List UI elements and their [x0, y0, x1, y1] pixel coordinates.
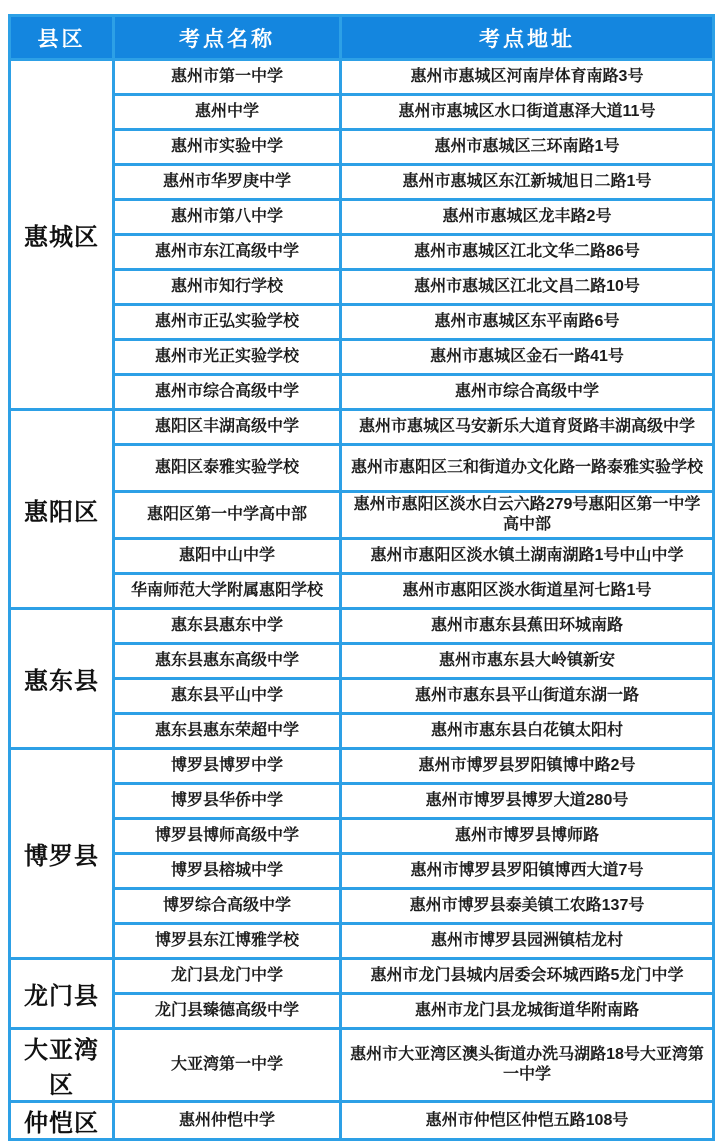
site-name-cell: 博罗综合高级中学	[114, 889, 341, 924]
site-address-cell: 惠州市博罗县泰美镇工农路137号	[341, 889, 714, 924]
site-row	[10, 924, 714, 959]
site-name-cell: 惠东县惠东高级中学	[114, 644, 341, 679]
site-address-cell: 惠州市惠东县平山街道东湖一路	[341, 679, 714, 714]
site-address-cell: 惠州市惠东县白花镇太阳村	[341, 714, 714, 749]
site-name-cell: 龙门县龙门中学	[114, 959, 341, 994]
site-address-cell: 惠州市博罗县罗阳镇博中路2号	[341, 749, 714, 784]
site-address-cell: 惠州市惠城区江北文昌二路10号	[341, 270, 714, 305]
site-name-cell: 博罗县博罗中学	[114, 749, 341, 784]
site-row	[10, 445, 714, 492]
site-name-cell: 惠东县平山中学	[114, 679, 341, 714]
site-address-cell: 惠州市惠阳区三和街道办文化路一路泰雅实验学校	[341, 445, 714, 492]
site-row	[10, 130, 714, 165]
district-cell: 博罗县	[10, 749, 114, 959]
site-row	[10, 270, 714, 305]
site-name-cell: 惠东县惠东中学	[114, 609, 341, 644]
site-row	[10, 165, 714, 200]
site-name-cell: 博罗县榕城中学	[114, 854, 341, 889]
site-row	[10, 609, 714, 644]
site-row	[10, 492, 714, 539]
site-address-cell: 惠州市惠阳区淡水镇土湖南湖路1号中山中学	[341, 539, 714, 574]
district-cell: 惠城区	[10, 60, 114, 410]
header-cell-district: 县区	[10, 16, 114, 60]
site-address-cell: 惠州市综合高级中学	[341, 375, 714, 410]
site-name-cell: 惠州市第一中学	[114, 60, 341, 95]
site-name-cell: 华南师范大学附属惠阳学校	[114, 574, 341, 609]
district-cell: 大亚湾区	[10, 1029, 114, 1102]
site-address-cell: 惠州市惠东县大岭镇新安	[341, 644, 714, 679]
site-name-cell: 惠州市综合高级中学	[114, 375, 341, 410]
site-row	[10, 994, 714, 1029]
site-address-cell: 惠州市惠阳区淡水街道星河七路1号	[341, 574, 714, 609]
site-row	[10, 889, 714, 924]
district-cell: 惠东县	[10, 609, 114, 749]
site-name-cell: 惠阳区泰雅实验学校	[114, 445, 341, 492]
site-address-cell: 惠州市仲恺区仲恺五路108号	[341, 1102, 714, 1140]
site-row	[10, 574, 714, 609]
site-row	[10, 375, 714, 410]
site-row	[10, 60, 714, 95]
site-name-cell: 惠州市知行学校	[114, 270, 341, 305]
site-row	[10, 235, 714, 270]
site-address-cell: 惠州市惠城区金石一路41号	[341, 340, 714, 375]
site-row	[10, 784, 714, 819]
site-name-cell: 惠阳区丰湖高级中学	[114, 410, 341, 445]
site-row	[10, 1029, 714, 1102]
site-address-cell: 惠州市惠城区水口街道惠泽大道11号	[341, 95, 714, 130]
site-name-cell: 惠州市实验中学	[114, 130, 341, 165]
site-row	[10, 95, 714, 130]
site-name-cell: 惠州中学	[114, 95, 341, 130]
site-name-cell: 大亚湾第一中学	[114, 1029, 341, 1102]
site-row	[10, 644, 714, 679]
site-address-cell: 惠州市博罗县博罗大道280号	[341, 784, 714, 819]
site-address-cell: 惠州市博罗县园洲镇桔龙村	[341, 924, 714, 959]
site-address-cell: 惠州市惠城区马安新乐大道育贤路丰湖高级中学	[341, 410, 714, 445]
site-name-cell: 龙门县臻德高级中学	[114, 994, 341, 1029]
district-cell: 仲恺区	[10, 1102, 114, 1140]
site-row	[10, 854, 714, 889]
site-name-cell: 惠州市华罗庚中学	[114, 165, 341, 200]
header-cell-site-address: 考点地址	[341, 16, 714, 60]
site-row	[10, 679, 714, 714]
site-name-cell: 惠阳区第一中学高中部	[114, 492, 341, 539]
site-address-cell: 惠州市博罗县博师路	[341, 819, 714, 854]
site-address-cell: 惠州市惠城区江北文华二路86号	[341, 235, 714, 270]
district-cell: 惠阳区	[10, 410, 114, 609]
site-name-cell: 惠阳中山中学	[114, 539, 341, 574]
header-row	[10, 16, 714, 60]
site-row	[10, 340, 714, 375]
site-address-cell: 惠州市惠城区龙丰路2号	[341, 200, 714, 235]
site-row	[10, 305, 714, 340]
site-address-cell: 惠州市惠城区三环南路1号	[341, 130, 714, 165]
site-row	[10, 749, 714, 784]
site-row	[10, 1102, 714, 1140]
site-name-cell: 惠州市光正实验学校	[114, 340, 341, 375]
site-row	[10, 714, 714, 749]
header-cell-site-name: 考点名称	[114, 16, 341, 60]
site-name-cell: 惠州市第八中学	[114, 200, 341, 235]
site-address-cell: 惠州市龙门县城内居委会环城西路5龙门中学	[341, 959, 714, 994]
site-name-cell: 惠东县惠东荣超中学	[114, 714, 341, 749]
site-name-cell: 惠州市东江高级中学	[114, 235, 341, 270]
site-address-cell: 惠州市龙门县龙城街道华附南路	[341, 994, 714, 1029]
site-name-cell: 惠州仲恺中学	[114, 1102, 341, 1140]
site-address-cell: 惠州市惠城区东平南路6号	[341, 305, 714, 340]
site-name-cell: 博罗县华侨中学	[114, 784, 341, 819]
site-row	[10, 200, 714, 235]
site-address-cell: 惠州市博罗县罗阳镇博西大道7号	[341, 854, 714, 889]
site-address-cell: 惠州市惠城区东江新城旭日二路1号	[341, 165, 714, 200]
site-row	[10, 539, 714, 574]
page	[0, 14, 720, 1137]
exam-sites-table	[8, 14, 715, 1141]
site-address-cell: 惠州市惠阳区淡水白云六路279号惠阳区第一中学高中部	[341, 492, 714, 539]
site-address-cell: 惠州市惠东县蕉田环城南路	[341, 609, 714, 644]
site-row	[10, 819, 714, 854]
site-name-cell: 博罗县博师高级中学	[114, 819, 341, 854]
site-name-cell: 博罗县东江博雅学校	[114, 924, 341, 959]
site-name-cell: 惠州市正弘实验学校	[114, 305, 341, 340]
site-row	[10, 959, 714, 994]
site-address-cell: 惠州市大亚湾区澳头街道办洗马湖路18号大亚湾第一中学	[341, 1029, 714, 1102]
site-address-cell: 惠州市惠城区河南岸体育南路3号	[341, 60, 714, 95]
site-row	[10, 410, 714, 445]
district-cell: 龙门县	[10, 959, 114, 1029]
